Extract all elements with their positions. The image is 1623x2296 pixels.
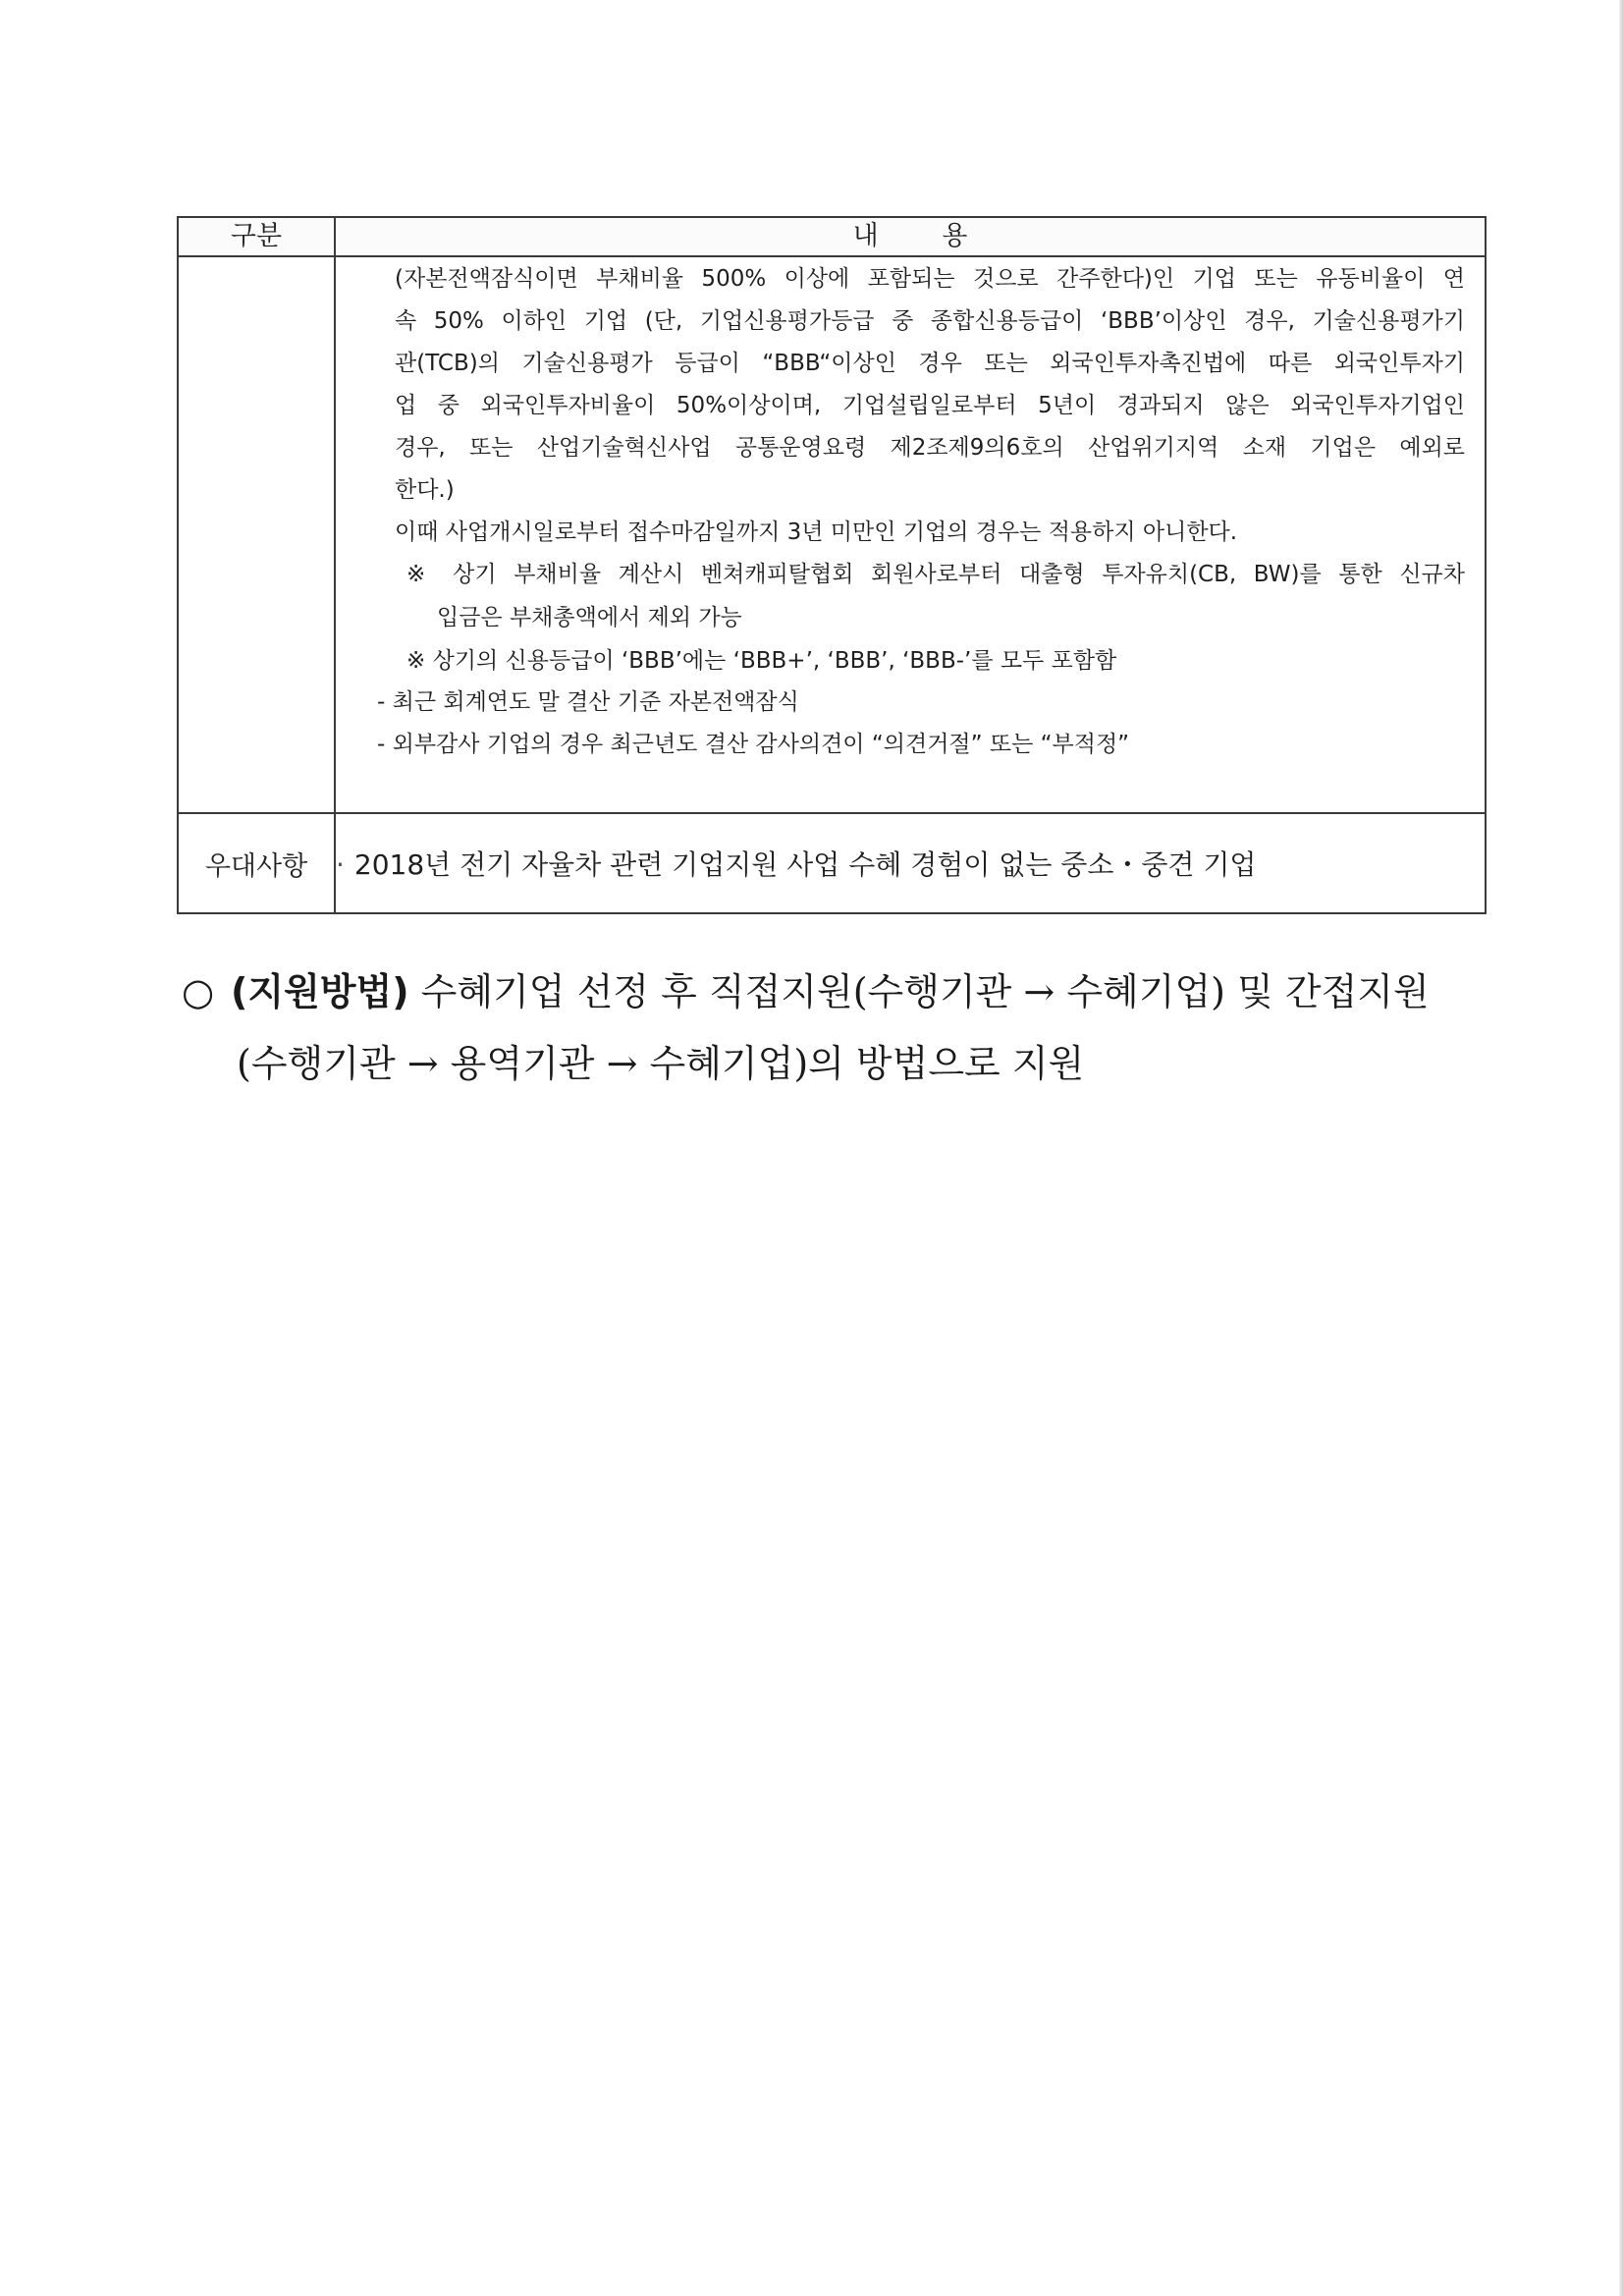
preference-bullet: · — [336, 848, 345, 881]
table-header-row — [178, 217, 1486, 256]
content-line: (자본전액잠식이면 부채비율 500% 이상에 포함되는 것으로 간주한다)인 기업 또는 유동비율이 연 — [395, 266, 1465, 292]
content-line: 이때 사업개시일로부터 접수마감일까지 3년 미만인 기업의 경우는 적용하지 아니한다. — [395, 519, 1238, 545]
content-line: - 최근 회계연도 말 결산 기준 자본전액잠식 — [377, 689, 799, 715]
header-content-label: 내 용 — [852, 221, 996, 251]
content-line: 입금은 부채총액에서 제외 가능 — [437, 605, 742, 630]
preference-row — [178, 813, 1486, 913]
content-line: ※ 상기 부채비율 계산시 벤쳐캐피탈협회 회원사로부터 대출형 투자유치(CB, BW)를 통한 신규차 — [406, 562, 1465, 587]
support-method-line-1 — [182, 967, 1430, 1016]
page-edge — [1619, 0, 1623, 2296]
content-line: - 외부감사 기업의 경우 최근년도 결산 감사의견이 “의견거절” 또는 “부적정” — [377, 732, 1130, 757]
body-category-cell — [178, 256, 335, 813]
preference-text: 2018년 전기 자율차 관련 기업지원 사업 수혜 경험이 없는 중소・중견 기업 — [353, 848, 1257, 881]
content-line: 관(TCB)의 기술신용평가 등급이 “BBB“이상인 경우 또는 외국인투자촉진법에 따른 외국인투자기 — [395, 351, 1465, 376]
content-line: 속 50% 이하인 기업 (단, 기업신용평가등급 중 종합신용등급이 ‘BBB’이상인 경우, 기술신용평가기 — [395, 308, 1465, 334]
preference-content — [335, 813, 1486, 913]
header-content — [335, 217, 1486, 256]
eligibility-table — [177, 216, 1487, 914]
preference-label: 우대사항 — [178, 813, 335, 913]
content-line: 한다.) — [395, 477, 455, 503]
content-line: 업 중 외국인투자비율이 50%이상이며, 기업설립일로부터 5년이 경과되지 않은 외국인투자기업인 — [395, 393, 1465, 418]
support-method-title: (지원방법) — [231, 970, 409, 1013]
table-body-row — [178, 256, 1486, 813]
content-cell — [335, 256, 1486, 813]
circle-bullet: ○ — [182, 970, 215, 1013]
content-line: 경우, 또는 산업기술혁신사업 공통운영요령 제2조제9의6호의 산업위기지역 소재 기업은 예외로 — [395, 435, 1465, 461]
support-method-text-1: 수혜기업 선정 후 직접지원(수행기관 → 수혜기업) 및 간접지원 — [420, 970, 1430, 1013]
header-category: 구분 — [178, 217, 335, 256]
content-line: ※ 상기의 신용등급이 ‘BBB’에는 ‘BBB+’, ‘BBB’, ‘BBB-’를 모두 포함함 — [406, 648, 1117, 674]
support-method-line-2: (수행기관 → 용역기관 → 수혜기업)의 방법으로 지원 — [237, 1042, 1085, 1085]
